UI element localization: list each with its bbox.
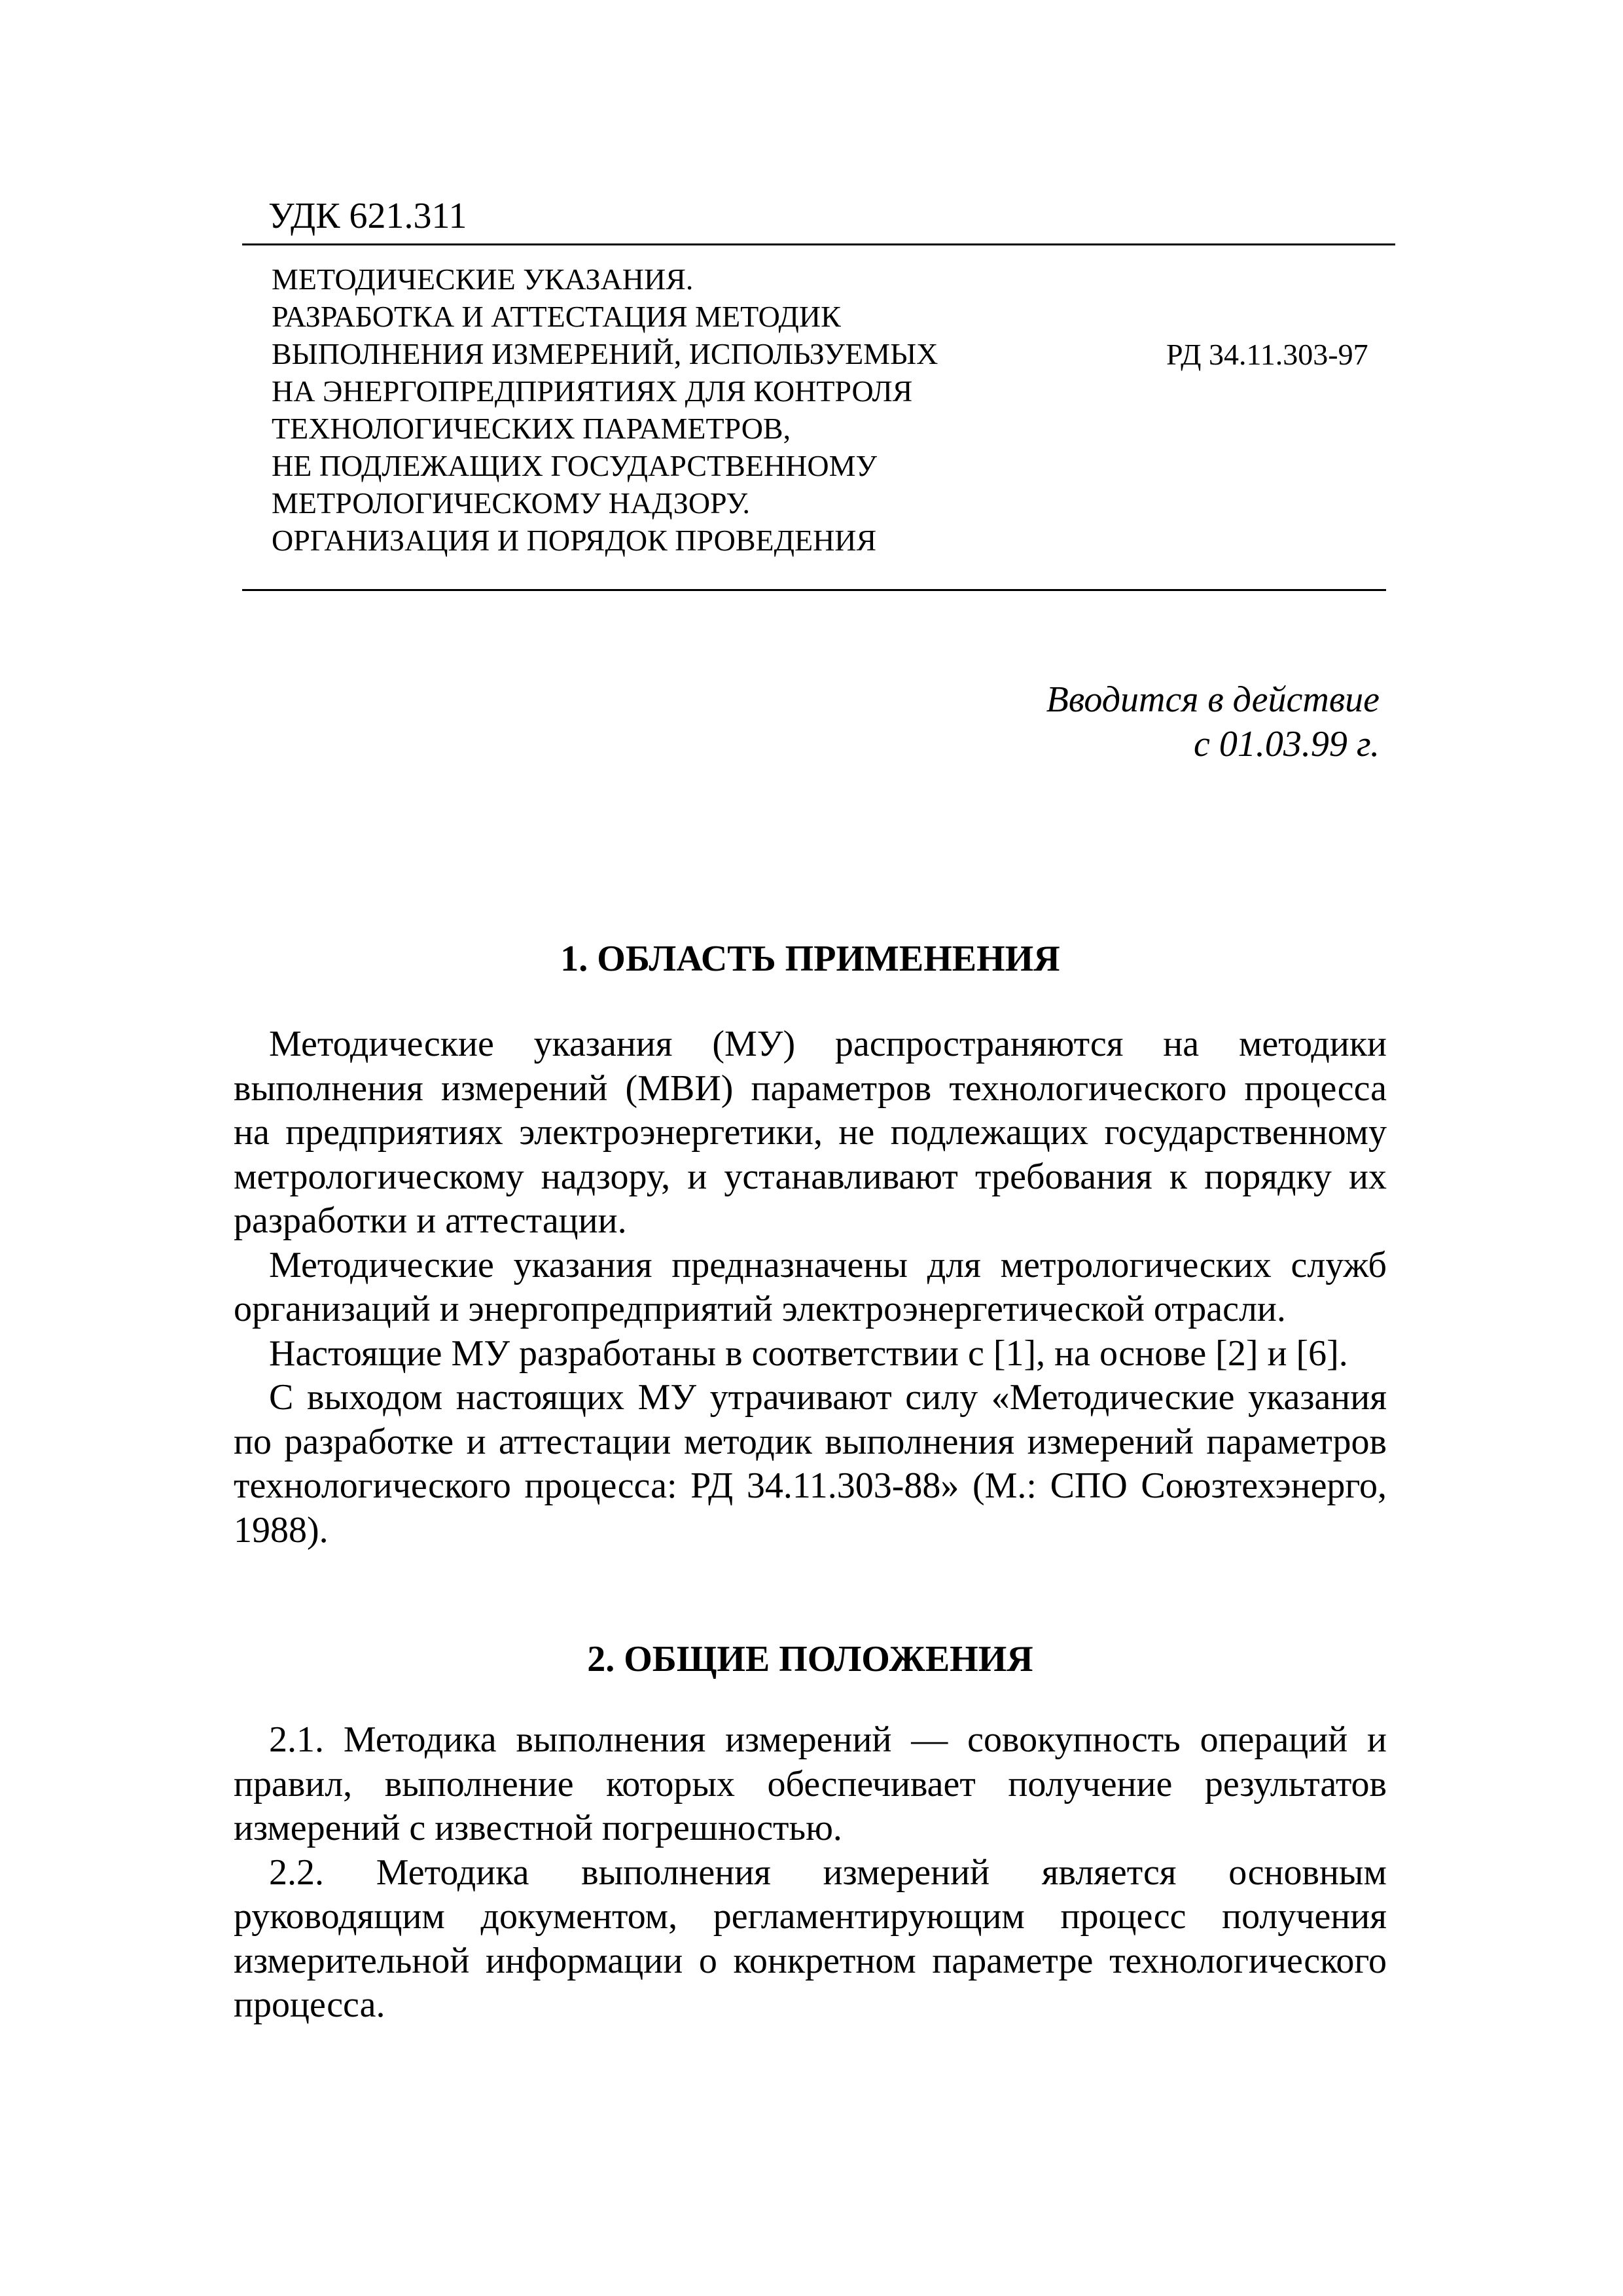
paragraph: 2.1. Методика выполнения измерений — совокупность операций и правил, выполнение которых обеспечивает получение результатов измерений с известной погрешностью. — [234, 1719, 1387, 1848]
title-line: ТЕХНОЛОГИЧЕСКИХ ПАРАМЕТРОВ, — [272, 412, 791, 445]
effective-date-value: с 01.03.99 г. — [1194, 724, 1380, 764]
title-line: НА ЭНЕРГОПРЕДПРИЯТИЯХ ДЛЯ КОНТРОЛЯ — [272, 374, 913, 408]
paragraph: Методические указания (МУ) распространяются на методики выполнения измерений (МВИ) параметров технологического процесса на предприятиях электроэнергетики, не подлежащих государственному метрологическому надзору, и устанавливают требования к порядку их разработки и аттестации. — [234, 1024, 1387, 1241]
paragraph: Методические указания предназначены для метрологических служб организаций и энергопредприятий электроэнергетической отрасли. — [234, 1244, 1387, 1329]
effective-date — [1046, 677, 1380, 766]
section-body-general — [234, 1718, 1387, 2028]
section-heading-general: 2. ОБЩИЕ ПОЛОЖЕНИЯ — [587, 1639, 1033, 1679]
title-line: МЕТРОЛОГИЧЕСКОМУ НАДЗОРУ. — [272, 486, 751, 520]
paragraph: 2.2. Методика выполнения измерений является основным руководящим документом, регламентирующим процесс получения измерительной информации о конкретном параметре технологического процесса. — [234, 1852, 1387, 2025]
udk-code: УДК 621.311 — [268, 196, 467, 236]
paragraph: С выходом настоящих МУ утрачивают силу «Методические указания по разработке и аттестации методик выполнения измерений параметров технологического процесса: РД 34.11.303-88» (М.: СПО Союзтехэнерго, 1988). — [234, 1377, 1387, 1551]
title-line: ОРГАНИЗАЦИЯ И ПОРЯДОК ПРОВЕДЕНИЯ — [272, 524, 877, 557]
title-line: ВЫПОЛНЕНИЯ ИЗМЕРЕНИЙ, ИСПОЛЬЗУЕМЫХ — [272, 337, 938, 370]
effective-label: Вводится в действие — [1046, 679, 1380, 720]
title-line: НЕ ПОДЛЕЖАЩИХ ГОСУДАРСТВЕННОМУ — [272, 449, 878, 482]
paragraph: Настоящие МУ разработаны в соответствии с [1], на основе [2] и [6]. — [269, 1333, 1348, 1374]
title-line: РАЗРАБОТКА И АТТЕСТАЦИЯ МЕТОДИК — [272, 300, 841, 333]
document-title — [272, 260, 938, 559]
section-body-scope — [234, 1022, 1387, 1552]
title-line: МЕТОДИЧЕСКИЕ УКАЗАНИЯ. — [272, 262, 694, 296]
document-code: РД 34.11.303-97 — [1166, 338, 1368, 371]
section-heading-scope: 1. ОБЛАСТЬ ПРИМЕНЕНИЯ — [560, 939, 1060, 979]
header-top-rule — [242, 243, 1395, 245]
header-bottom-rule — [242, 589, 1386, 591]
